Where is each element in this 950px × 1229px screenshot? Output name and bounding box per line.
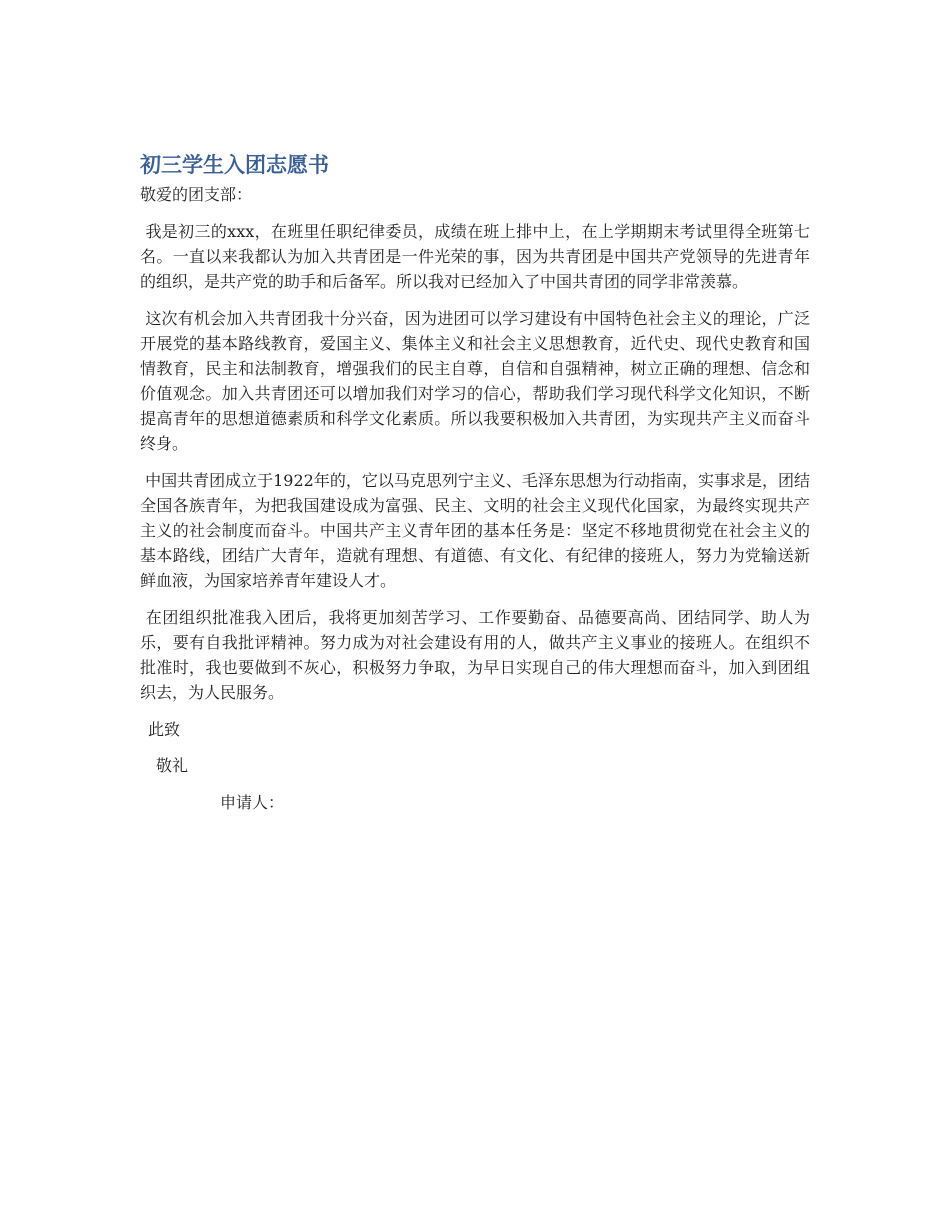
paragraph-3: 中国共青团成立于1922年的，它以马克思列宁主义、毛泽东思想为行动指南，实事求是，团结全国各族青年，为把我国建设成为富强、民主、文明的社会主义现代化国家，为最终实现共产主义的社会制度而奋斗。中国共产主义青年团的基本任务是：坚定不移地贯彻党在社会主义的基本路线，团结广大青年，造就有理想、有道德、有文化、有纪律的接班人，努力为党输送新鲜血液，为国家培养青年建设人才。 [140,471,810,590]
paragraph-1: 我是初三的xxx，在班里任职纪律委员，成绩在班上排中上，在上学期期末考试里得全班第七名。一直以来我都认为加入共青团是一件光荣的事，因为共青团是中国共产党领导的先进青年的组织，是共产党的助手和后备军。所以我对已经加入了中国共青团的同学非常羡慕。 [140,222,810,291]
document-page [140,150,810,815]
paragraph-4: 在团组织批准我入团后，我将更加刻苦学习、工作要勤奋、品德要高尚、团结同学、助人为乐，要有自我批评精神。努力成为对社会建设有用的人，做共产主义事业的接班人。在组织不批准时，我也要做到不灰心，积极努力争取，为早日实现自己的伟大理想而奋斗，加入到团组织去，为人民服务。 [140,608,810,702]
closing-regards: 此致 [148,720,181,739]
salutation: 敬爱的团支部： [140,185,253,204]
paragraph-2: 这次有机会加入共青团我十分兴奋，因为进团可以学习建设有中国特色社会主义的理论，广泛开展党的基本路线教育，爱国主义、集体主义和社会主义思想教育，近代史、现代史教育和国情教育，民主和法制教育，增强我们的民主自尊，自信和自强精神，树立正确的理想、信念和价值观念。加入共青团还可以增加我们对学习的信心，帮助我们学习现代科学文化知识，不断提高青年的思想道德素质和科学文化素质。所以我要积极加入共青团，为实现共产主义而奋斗终身。 [140,309,810,453]
closing-salute: 敬礼 [156,756,189,775]
applicant-label: 申请人： [220,793,285,812]
document-title: 初三学生入团志愿书 [140,153,329,177]
